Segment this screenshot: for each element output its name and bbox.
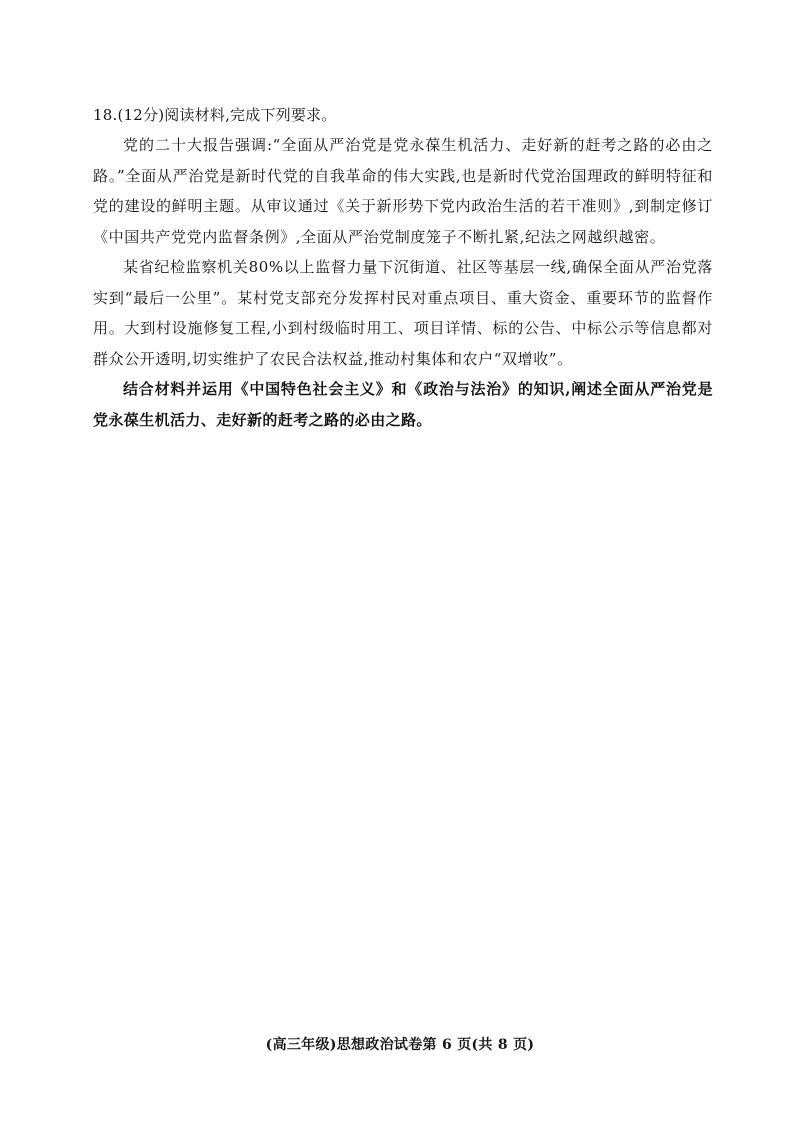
material-paragraph-2: 某省纪检监察机关80%以上监督力量下沉街道、社区等基层一线,确保全面从严治党落实到“最后一公里”。某村党支部充分发挥村民对重点项目、重大资金、重要环节的监督作用。大到村设施修复工程,小到村级临时用工、项目详情、标的公告、中标公示等信息都对群众公开透明,切实维护了农民合法权益,推动村集体和农户“双增收”。 (93, 258, 713, 368)
page-footer: (高三年级)思想政治试卷第 6 页(共 8 页) (265, 1037, 535, 1053)
question-header (93, 100, 713, 130)
question-points: (12分) (117, 106, 165, 124)
question-18 (93, 100, 713, 435)
question-instruction: 阅读材料,完成下列要求。 (164, 106, 337, 124)
question-number: 18. (93, 106, 118, 124)
question-task: 结合材料并运用《中国特色社会主义》和《政治与法治》的知识,阐述全面从严治党是党永葆生机活力、走好新的赶考之路的必由之路。 (93, 380, 713, 429)
material-paragraph-1: 党的二十大报告强调:“全面从严治党是党永葆生机活力、走好新的赶考之路的必由之路。”全面从严治党是新时代党的自我革命的伟大实践,也是新时代党治国理政的鲜明特征和党的建设的鲜明主题。从审议通过《关于新形势下党内政治生活的若干准则》,到制定修订《中国共产党党内监督条例》,全面从严治党制度笼子不断扎紧,纪法之网越织越密。 (93, 136, 713, 246)
